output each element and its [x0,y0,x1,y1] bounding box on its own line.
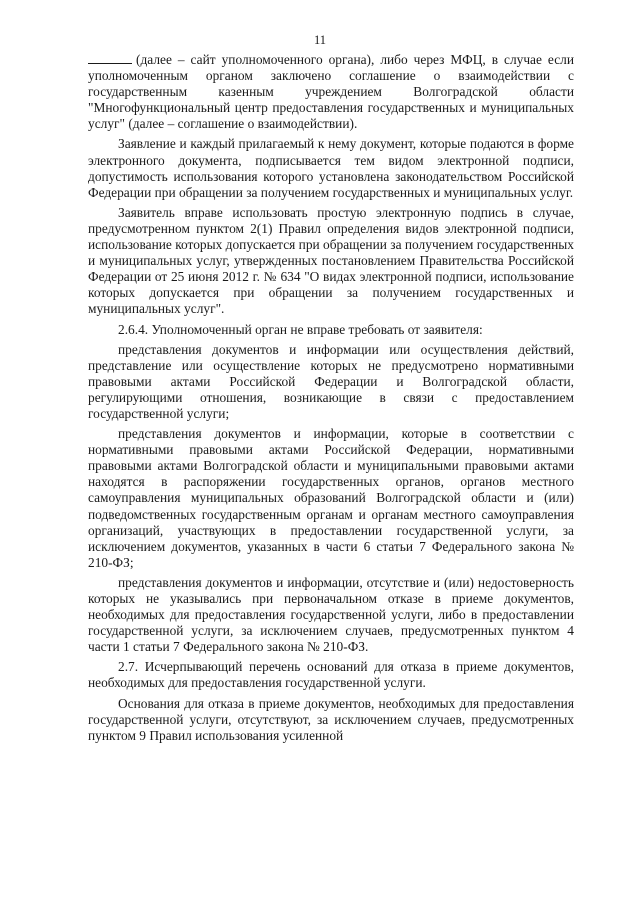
paragraph-site-or-mfc [88,52,574,132]
paragraph-text: Заявление и каждый прилагаемый к нему документ, которые подаются в форме электронного документа, подписывается тем видом электронной подписи, допустимость использования которого установлена законодательством Российской Федерации при обращении за получением государственных и муниципальных услуг. [88,136,574,200]
paragraph-refusal-grounds [88,696,574,744]
clause-2-7 [88,659,574,691]
clause-2-6-4 [88,322,574,338]
blank-fill-line [88,53,132,64]
paragraph-text: 2.7. Исчерпывающий перечень оснований для отказа в приеме документов, необходимых для предоставления государственной услуги. [88,659,574,691]
list-item-not-required-actions [88,342,574,422]
page-number: 11 [313,33,327,47]
list-item-documents-in-possession [88,426,574,571]
paragraph-electronic-document [88,136,574,200]
paragraph-text: представления документов и информации, отсутствие и (или) недостоверность которых не указывались при первоначальном отказе в приеме документов, необходимых для предоставления государственной услуги, либо в предоставлении государственной услуги, за исключением случаев, предусмотренных пунктом 4 части 1 статьи 7 Федерального закона № 210-ФЗ. [88,574,574,655]
paragraph-text: Основания для отказа в приеме документов, необходимых для предоставления государственной услуги, отсутствуют, за исключением случаев, предусмотренных пунктом 9 Правил использования усиленной [88,695,574,743]
paragraph-text: (далее – сайт уполномоченного органа), либо через МФЦ, в случае если уполномоченным органом заключено соглашение о взаимодействии с государственным казенным учреждением Волгоградской области "Многофункциональный центр предоставления государственных и муниципальных услуг" (далее – соглашение о взаимодействии). [88,52,574,132]
document-body [88,52,574,748]
paragraph-text: представления документов и информации, которые в соответствии с нормативными правовыми актами Российской Федерации, нормативными правовыми актами Волгоградской области и муниципальными правовыми актами находятся в распоряжении государственных органов, органов местного самоуправления муниципальных образований Волгоградской области и (или) подведомственных государственным органам и органам местного самоуправления организаций, участвующих в предоставлении государственной услуги, за исключением документов, указанных в части 6 статьи 7 Федерального закона № 210-ФЗ; [88,426,574,570]
paragraph-text: Заявитель вправе использовать простую электронную подпись в случае, предусмотренном пунктом 2(1) Правил определения видов электронной подписи, использование которых допускается при обращении за получением государственных и муниципальных услуг, утвержденных постановлением Правительства Российской Федерации от 25 июня 2012 г. № 634 "О видах электронной подписи, использование которых допускается при обращении за получением государственных и муниципальных услуг". [88,204,574,317]
paragraph-text: представления документов и информации или осуществления действий, представление или осуществление которых не предусмотрено нормативными правовыми актами Российской Федерации и Волгоградской области, регулирующими отношения, возникающие в связи с предоставлением государственной услуги; [88,341,574,421]
list-item-initial-refusal [88,575,574,655]
paragraph-text: 2.6.4. Уполномоченный орган не вправе требовать от заявителя: [118,321,483,337]
paragraph-simple-signature [88,205,574,318]
